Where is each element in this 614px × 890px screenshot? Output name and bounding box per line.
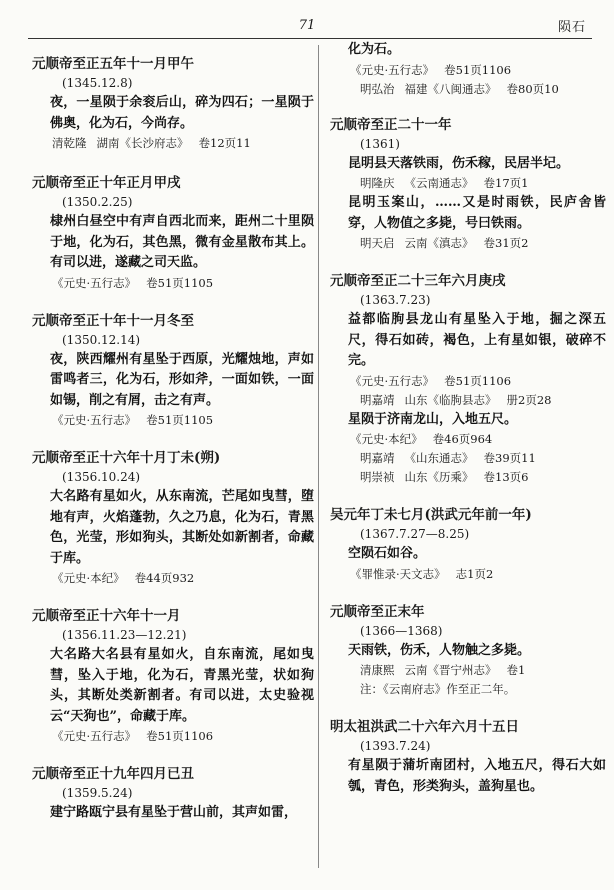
entry-text: 大名路大名县有星如火，自东南流，尾如曳彗，坠入于地，化为石，青黑光莹，状如狗头，其断处类新割者。有司以进，太史验视云“天狗也”，命藏于库。: [50, 647, 314, 724]
running-head: 陨石: [557, 20, 586, 35]
entry-text: 天雨铁，伤禾，人物触之多毙。: [348, 642, 531, 658]
entry-title: 元顺帝至正十六年十月丁未(朔): [32, 450, 221, 466]
entry-1350-feb: [32, 173, 314, 293]
entry-source: 清乾隆 湖南《长沙府志》 卷12页11: [52, 136, 251, 150]
entry-1356-oct: [32, 448, 314, 588]
header-rule: [28, 38, 592, 39]
entry-date: (1350.12.14): [62, 332, 141, 347]
entry-text: 棣州白昼空中有声自西北而来，距州二十里陨于地，化为石，其色黑，微有金星散布其上。有司以进，遂藏之司天监。: [50, 214, 314, 270]
entry-title: 元顺帝至正末年: [330, 603, 425, 620]
entry-title: 元顺帝至正十年十一月冬至: [32, 312, 194, 329]
entry-title: 元顺帝至正五年十一月甲午: [32, 56, 194, 72]
entry-text: 化为石。: [348, 42, 401, 57]
entry-text: 昆明玉案山，……又是时雨铁，民庐舍皆穿，人物值之多毙，号曰铁雨。: [348, 195, 606, 231]
entry-source: 《元史·五行志》 卷51页1106: [350, 373, 512, 388]
entry-source: 明嘉靖 《山东通志》 卷39页11: [360, 451, 536, 465]
column-divider: [318, 45, 319, 868]
entry-source: 《元史·五行志》 卷51页1106: [350, 62, 512, 77]
entry-title: 元顺帝至正十年正月甲戌: [32, 175, 181, 191]
entry-title: 明太祖洪武二十六年六月十五日: [330, 719, 519, 735]
entry-note: 注：《云南府志》作至正二年。: [360, 682, 516, 696]
entry-source: 明嘉靖 山东《临朐县志》 册2页28: [360, 392, 552, 407]
entry-source: 明隆庆 《云南通志》 卷17页1: [360, 176, 529, 190]
entry-text: 建宁路瓯宁县有星坠于营山前，其声如雷，: [50, 805, 298, 820]
entry-date: (1366—1368): [360, 623, 443, 638]
entry-source: 《元史·本纪》 卷46页964: [350, 432, 493, 446]
entry-title: 元顺帝至正二十三年六月庚戌: [330, 273, 506, 289]
entry-text: 益都临朐县龙山有星坠入于地，掘之深五尺，得石如砖，褐色，上有星如银，破碎不完。: [348, 312, 606, 368]
entry-text: 夜，陕西耀州有星坠于西原，光耀烛地，声如雷鸣者三，化为石，形如斧，一面如铁，一面如锡，削之有屑，击之有声。: [50, 351, 314, 408]
entry-1359-cont: [330, 40, 606, 99]
entry-date: (1359.5.24): [62, 786, 133, 800]
entry-text: 夜，一星陨于余衮后山，碎为四石；一星陨于佛奥，化为石，今尚存。: [50, 95, 314, 131]
entry-date: (1393.7.24): [360, 739, 431, 753]
entry-source: 《罪惟录·天文志》 志1页2: [350, 566, 494, 581]
entry-source: 明天启 云南《滇志》 卷31页2: [360, 236, 529, 250]
entry-1367: [330, 505, 606, 584]
entry-1366: [330, 602, 606, 700]
entry-source: 明崇祯 山东《历乘》 卷13页6: [360, 470, 529, 484]
entry-source: 《元史·本纪》 卷44页932: [52, 571, 195, 585]
entry-title: 元顺帝至正十六年十一月: [32, 608, 181, 624]
entry-date: (1345.12.8): [62, 76, 133, 90]
entry-text: 大名路有星如火，从东南流，芒尾如曳彗，堕地有声，火焰蓬勃，久之乃息，化为石，青黑色，光莹，形如狗头，其断处如新割者，命藏于库。: [50, 489, 314, 566]
entry-date: (1363.7.23): [360, 293, 431, 307]
entry-source: 明弘治 福建《八闽通志》 卷80页10: [360, 81, 559, 96]
entry-source: 《元史·五行志》 卷51页1105: [52, 275, 214, 290]
entry-text: 星陨于济南龙山，入地五尺。: [348, 411, 518, 427]
left-column: [32, 40, 314, 824]
entry-1361: [330, 115, 606, 254]
entry-date: (1350.2.25): [62, 195, 133, 209]
entry-text: 昆明县天落铁雨，伤禾稼，民居半圮。: [348, 155, 570, 171]
entry-title: 元顺帝至正二十一年: [330, 116, 452, 133]
entry-1350-dec: [32, 311, 314, 431]
entry-date: (1356.11.23—12.21): [62, 628, 187, 642]
entry-1359: [32, 764, 314, 824]
entry-1393: [330, 717, 606, 797]
entry-1345: [32, 54, 314, 153]
entry-title: 元顺帝至正十九年四月已丑: [32, 766, 194, 782]
entry-text: 空陨石如谷。: [348, 546, 427, 561]
right-column: [330, 40, 606, 797]
entry-1363: [330, 271, 606, 487]
entry-source: 《元史·五行志》 卷51页1105: [52, 413, 214, 427]
entry-title: 吴元年丁未七月(洪武元年前一年): [330, 507, 532, 523]
entry-text: 有星陨于蒲圻南团村，入地五尺，得石大如瓠，青色，形类狗头，盖狗星也。: [348, 758, 606, 794]
entry-date: (1356.10.24): [62, 470, 141, 484]
entry-1356-nov: [32, 606, 314, 746]
page-number: 71: [298, 18, 316, 33]
entry-source: 《元史·五行志》 卷51页1106: [52, 729, 214, 743]
entry-date: (1367.7.27—8.25): [360, 527, 470, 541]
entry-source: 清康熙 云南《晋宁州志》 卷1: [360, 663, 526, 677]
entry-date: (1361): [360, 136, 400, 151]
